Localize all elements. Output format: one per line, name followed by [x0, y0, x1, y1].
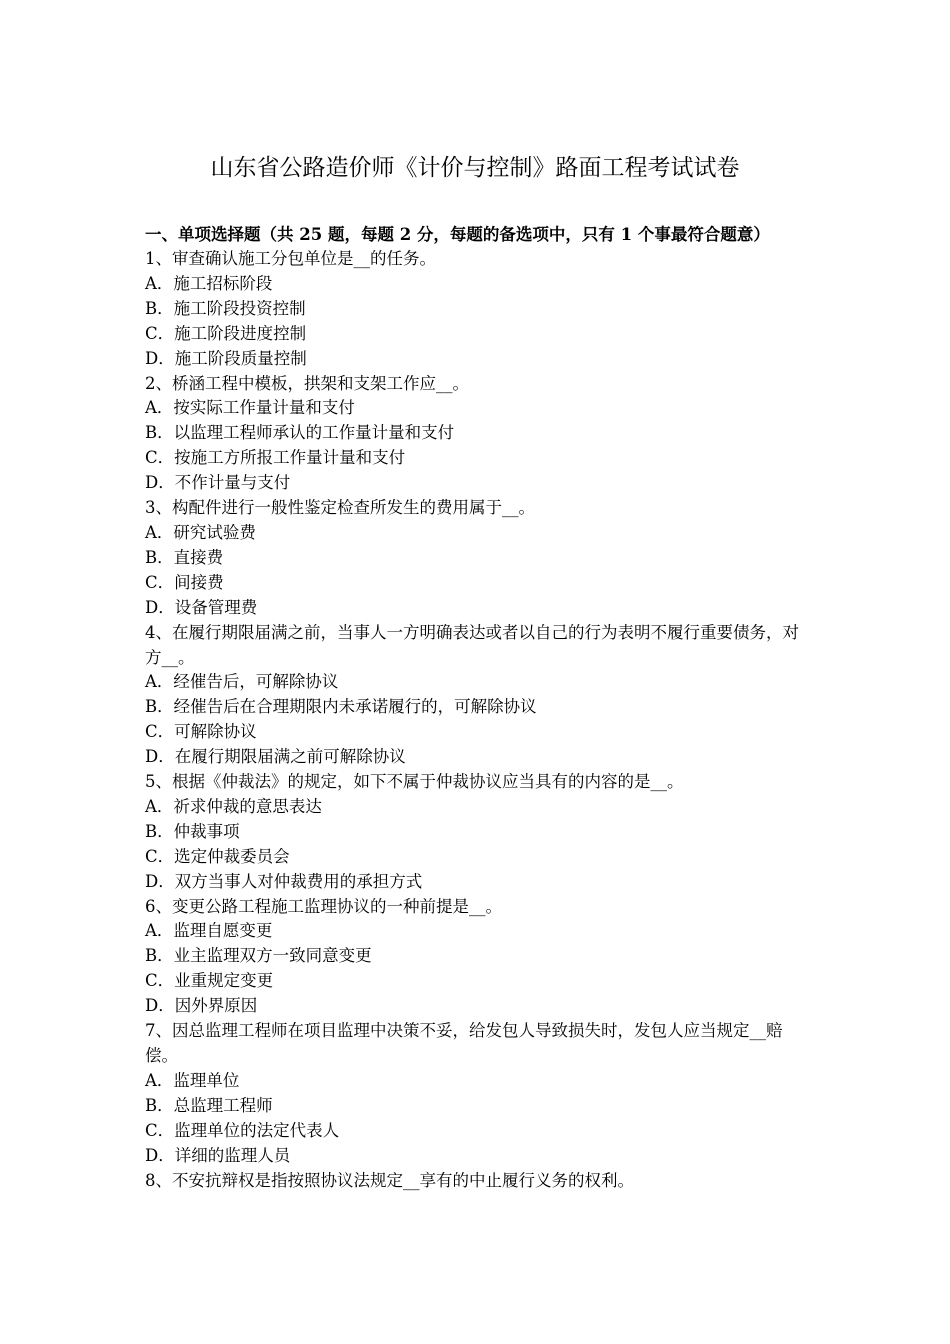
- option-a: A．研究试验费: [145, 522, 256, 542]
- option-b: B．经催告后在合理期限内未承诺履行的，可解除协议: [145, 697, 537, 717]
- question-2: [145, 372, 810, 497]
- option-c: C．间接费: [145, 572, 224, 592]
- option-b: B．直接费: [145, 547, 224, 567]
- question-8: [145, 1169, 810, 1194]
- option-b: B．业主监理双方一致同意变更: [145, 946, 372, 966]
- question-stem: 5、根据《仲裁法》的规定，如下不属于仲裁协议应当具有的内容的是__。: [145, 772, 684, 792]
- option-c: C．施工阶段进度控制: [145, 323, 307, 343]
- option-d: D．在履行期限届满之前可解除协议: [145, 747, 406, 767]
- option-c: C．可解除协议: [145, 722, 257, 742]
- question-stem: 6、变更公路工程施工监理协议的一种前提是__。: [145, 896, 502, 916]
- question-stem: 7、因总监理工程师在项目监理中决策不妥，给发包人导致损失时，发包人应当规定__赔偿。: [145, 1021, 783, 1065]
- option-a: A．祈求仲裁的意思表达: [145, 796, 322, 816]
- section-heading: 一、单项选择题（共 25 题，每题 2 分，每题的备选项中，只有 1 个事最符合题意）: [145, 225, 770, 244]
- question-1: [145, 247, 810, 372]
- option-b: B．总监理工程师: [145, 1095, 273, 1115]
- option-c: C．监理单位的法定代表人: [145, 1120, 340, 1140]
- question-stem: 1、审查确认施工分包单位是__的任务。: [145, 249, 436, 268]
- question-stem: 8、不安抗辩权是指按照协议法规定__享有的中止履行义务的权利。: [145, 1170, 634, 1190]
- option-a: A．经催告后，可解除协议: [145, 672, 339, 692]
- option-d: D．双方当事人对仲裁费用的承担方式: [145, 871, 423, 891]
- option-a: A．监理单位: [145, 1070, 240, 1090]
- option-a: A．监理自愿变更: [145, 921, 273, 941]
- option-d: D．详细的监理人员: [145, 1145, 291, 1165]
- option-d: D．不作计量与支付: [145, 473, 291, 493]
- question-5: [145, 770, 810, 895]
- option-d: D．设备管理费: [145, 597, 258, 617]
- question-3: [145, 496, 810, 621]
- question-7: [145, 1019, 810, 1168]
- document-content: [145, 222, 810, 1193]
- option-c: C．选定仲裁委员会: [145, 846, 290, 866]
- option-d: D．施工阶段质量控制: [145, 348, 307, 368]
- option-c: C．按施工方所报工作量计量和支付: [145, 448, 406, 468]
- question-4: [145, 621, 810, 770]
- question-stem: 3、构配件进行一般性鉴定检查所发生的费用属于__。: [145, 498, 535, 518]
- question-stem: 4、在履行期限届满之前，当事人一方明确表达或者以自己的行为表明不履行重要债务，对方__。: [145, 622, 799, 667]
- option-b: B．施工阶段投资控制: [145, 298, 306, 318]
- option-b: B．仲裁事项: [145, 821, 240, 841]
- question-6: [145, 895, 810, 1020]
- option-d: D．因外界原因: [145, 996, 258, 1016]
- option-b: B．以监理工程师承认的工作量计量和支付: [145, 423, 455, 443]
- document-title: 山东省公路造价师《计价与控制》路面工程考试试卷: [210, 155, 740, 181]
- option-a: A．按实际工作量计量和支付: [145, 398, 355, 418]
- option-a: A．施工招标阶段: [145, 273, 273, 293]
- question-stem: 2、桥涵工程中模板，拱架和支架工作应__。: [145, 373, 469, 393]
- option-c: C．业重规定变更: [145, 971, 274, 991]
